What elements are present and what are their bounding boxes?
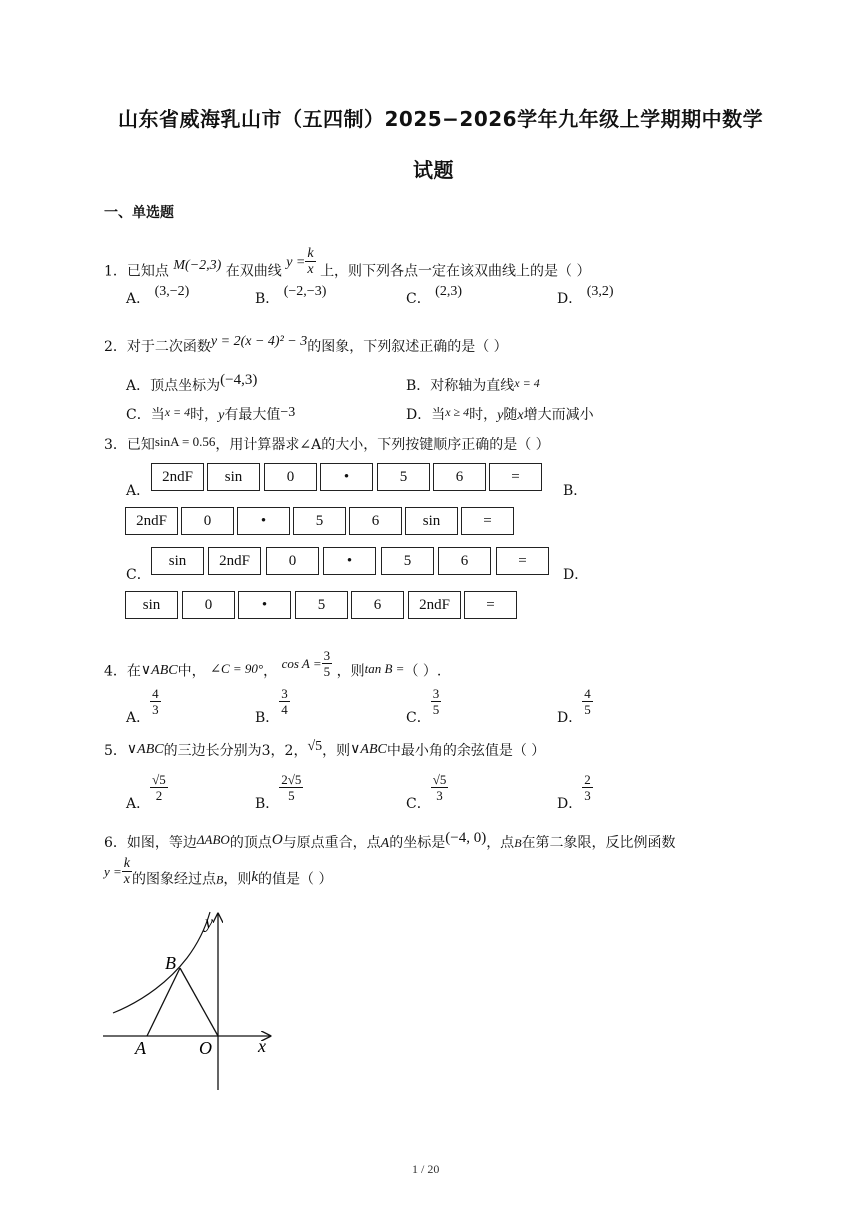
section-heading: 一、单选题 — [104, 205, 174, 221]
calc-key: = — [496, 547, 549, 575]
label-y: y — [205, 912, 213, 932]
q2-option-a[interactable]: A．顶点坐标为(−4,3) — [126, 372, 258, 394]
q5-option-c[interactable]: C． $\frac{√5}{3}$ — [406, 772, 447, 812]
calc-key: sin — [125, 591, 178, 619]
calc-key: 0 — [264, 463, 317, 491]
calc-key: • — [237, 507, 290, 535]
label-b: B — [165, 953, 176, 973]
label-o: O — [199, 1038, 212, 1058]
calc-key: 5 — [381, 547, 434, 575]
question-1 — [104, 246, 591, 287]
label-a: A — [135, 1038, 146, 1058]
calc-key: sin — [151, 547, 204, 575]
calc-key: 2ndF — [125, 507, 178, 535]
q2-option-c[interactable]: C．当x = 4时，y有最大值−3 — [126, 405, 296, 423]
q4-option-a[interactable]: A． $\frac{4}{3}$ — [126, 686, 159, 726]
calc-key: 5 — [293, 507, 346, 535]
q4-option-d[interactable]: D． $\frac{4}{5}$ — [557, 686, 591, 726]
q3-option-d-label[interactable]: D． — [563, 567, 589, 583]
q4-option-c[interactable]: C． $\frac{3}{5}$ — [406, 686, 440, 726]
question-4: 4．在∨ABC中， ∠C = 90°， cos A = $\frac{3}{5}$ ，则tan B =（ ）. — [104, 648, 442, 680]
q1-option-a[interactable]: A． (3,−2) — [126, 284, 190, 307]
q1-option-b[interactable]: B． (−2,−3) — [255, 284, 327, 307]
triangle-side-bo — [180, 968, 218, 1036]
calc-key: = — [461, 507, 514, 535]
q6-figure — [95, 908, 285, 1093]
calc-key: 2ndF — [208, 547, 261, 575]
calc-key: • — [323, 547, 376, 575]
q5-option-a[interactable]: A． $\frac{√5}{2}$ — [126, 772, 166, 812]
q1-option-d[interactable]: D． (3,2) — [557, 284, 614, 307]
page-number: 1 / 20 — [412, 1162, 440, 1176]
question-6-line2: y = $\frac{k}{x}$ 的图象经过点B，则k的值是（ ） — [104, 856, 333, 888]
q3-option-b-label[interactable]: B． — [563, 483, 588, 499]
page-title-line2: 试题 — [413, 158, 454, 182]
q5-option-b[interactable]: B． $\frac{2√5}{5}$ — [255, 772, 302, 812]
q3-math: sinA = 0.56 — [154, 434, 216, 449]
q4-option-b[interactable]: B． $\frac{3}{4}$ — [255, 686, 288, 726]
question-number: 1． — [104, 263, 127, 280]
q2-function: y = 2(x − 4)² − 3 — [210, 334, 308, 349]
calc-key: 6 — [438, 547, 491, 575]
q1-eq-lhs: y = — [286, 254, 306, 270]
q1-text-mid: 在双曲线 — [225, 263, 282, 280]
q6-fraction: $\frac{k}{x}$ — [123, 856, 131, 887]
question-6: 6．如图，等边ΔABO的顶点O与原点重合，点A的坐标是(−4, 0)，点B在第二象限，反比例函数 — [104, 830, 676, 851]
label-x: x — [258, 1036, 266, 1056]
q1-option-c[interactable]: C． (2,3) — [406, 284, 462, 307]
calc-key: sin — [207, 463, 260, 491]
calc-key: • — [238, 591, 291, 619]
calc-key: 0 — [182, 591, 235, 619]
question-number: 6． — [104, 835, 127, 851]
question-number: 3． — [104, 437, 127, 453]
triangle-side-ab — [147, 968, 180, 1036]
question-5: 5．∨ABC的三边长分别为3，2，√5，则∨ABC中最小角的余弦值是（ ） — [104, 739, 546, 759]
calc-key: • — [320, 463, 373, 491]
q3-option-c-label[interactable]: C． — [126, 567, 151, 583]
question-number: 5． — [104, 743, 127, 759]
calc-key: 5 — [295, 591, 348, 619]
calc-key: = — [464, 591, 517, 619]
q2-option-b[interactable]: B．对称轴为直线x = 4 — [406, 376, 540, 394]
page-title: 山东省威海乳山市（五四制）2025−2026学年九年级上学期期中数学 — [118, 107, 764, 131]
q3-option-a-label[interactable]: A． — [126, 483, 151, 499]
calc-key: 2ndF — [151, 463, 204, 491]
calc-key: = — [489, 463, 542, 491]
calc-key: 0 — [181, 507, 234, 535]
question-number: 4． — [104, 663, 127, 680]
calc-key: sin — [405, 507, 458, 535]
q4-fraction: $\frac{3}{5}$ — [323, 648, 331, 679]
calc-key: 6 — [349, 507, 402, 535]
q2-option-d[interactable]: D．当x ≥ 4时，y随x增大而减小 — [406, 405, 594, 423]
q5-option-d[interactable]: D． $\frac{2}{3}$ — [557, 772, 591, 812]
hyperbola-curve — [113, 912, 210, 1013]
q1-point: M(−2,3) — [173, 257, 222, 273]
q1-fraction: $\frac{k}{x}$ — [307, 246, 314, 277]
question-number: 2． — [104, 339, 127, 355]
calc-key: 5 — [377, 463, 430, 491]
question-2: 2．对于二次函数y = 2(x − 4)² − 3的图象，下列叙述正确的是（ ） — [104, 334, 508, 355]
calc-key: 0 — [266, 547, 319, 575]
question-3: 3．已知sinA = 0.56，用计算器求∠A的大小，下列按键顺序正确的是（ ） — [104, 434, 550, 453]
calc-key: 6 — [351, 591, 404, 619]
q1-text-post: 上，则下列各点一定在该双曲线上的是（ ） — [320, 263, 591, 280]
calc-key: 2ndF — [408, 591, 461, 619]
calc-key: 6 — [433, 463, 486, 491]
q1-text-pre: 已知点 — [126, 263, 169, 280]
